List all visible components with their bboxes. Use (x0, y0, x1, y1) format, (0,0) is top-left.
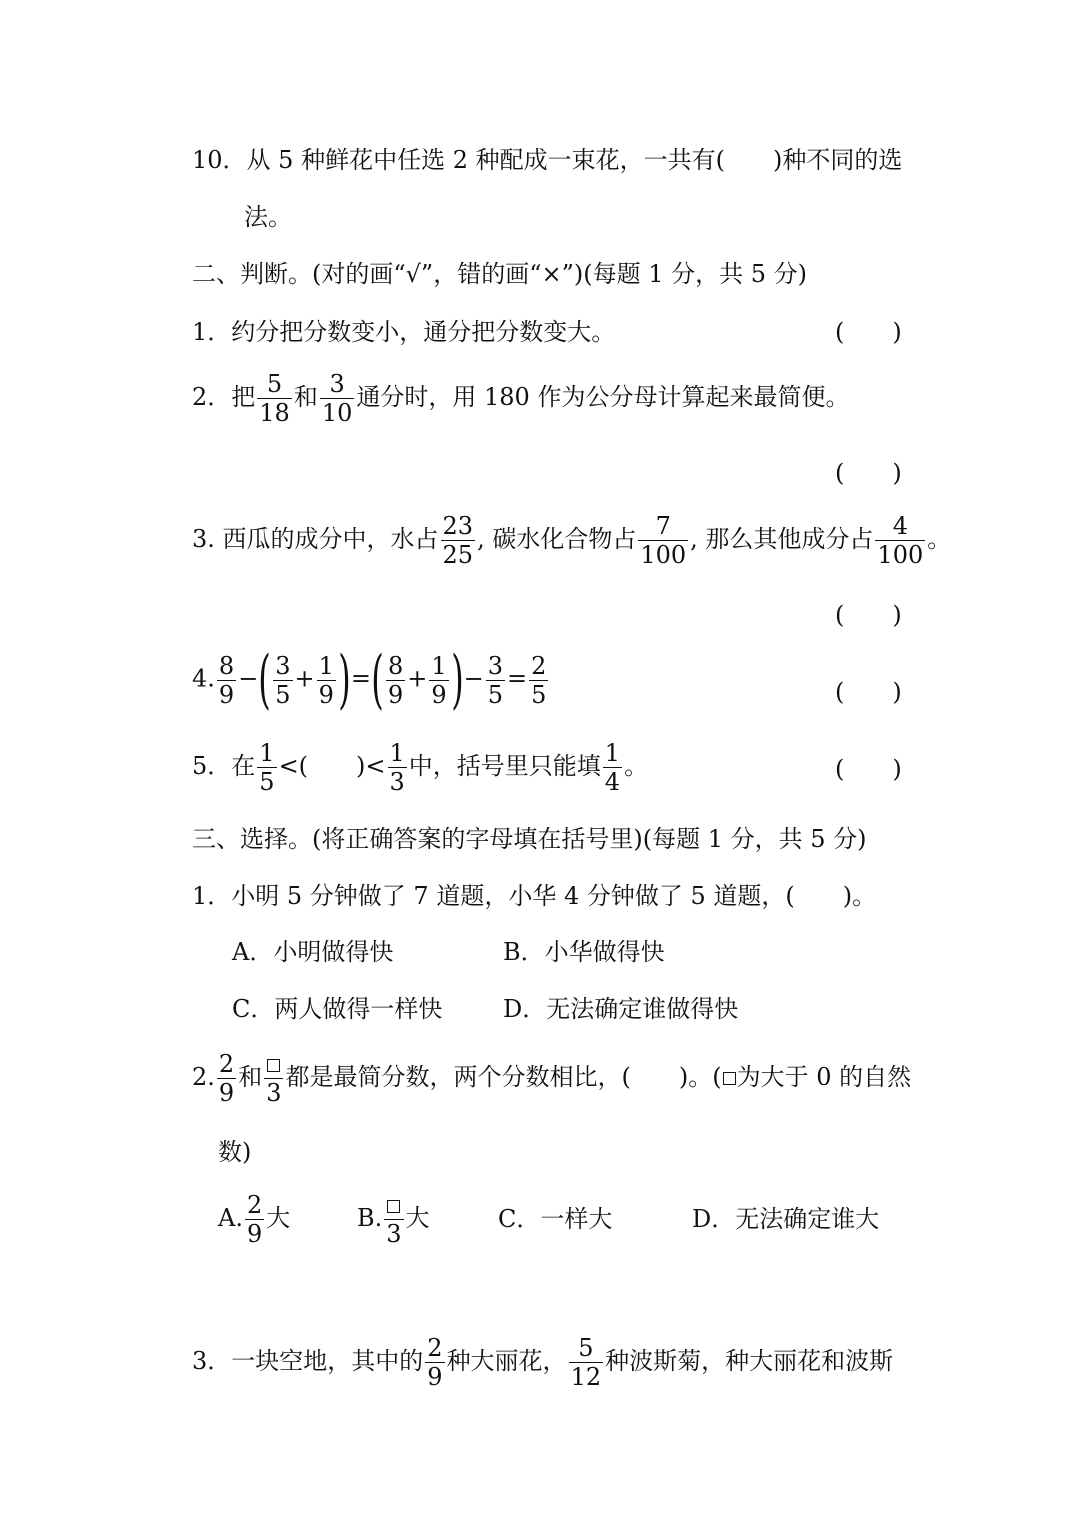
judge-item-5-paren: ( ) (835, 755, 902, 783)
choice-q3 (192, 1336, 893, 1389)
left-paren: ( (371, 643, 384, 717)
judge-item-4-pre: 4. (192, 664, 215, 693)
judge-item-5-mid1: <( )< (278, 752, 386, 780)
choice-q2-line2: 数) (218, 1138, 252, 1166)
judge-item-1: 1．约分把分数变小，通分把分数变大。 (192, 318, 616, 346)
plus-sign: + (294, 664, 315, 693)
judge-item-2-pre: 2．把 (192, 383, 256, 411)
fraction: $\frac{5}{12}$ (570, 1334, 602, 1391)
minus-sign: − (238, 664, 259, 693)
fraction: $\frac{4}{100}$ (877, 512, 924, 569)
fraction: $\frac{2}{5}$ (531, 651, 547, 709)
fraction: $\frac{5}{18}$ (259, 370, 290, 427)
fraction: 3 (264, 1052, 283, 1105)
choice-q2-post2: 为大于 0 的自然 (736, 1063, 912, 1091)
plus-sign: + (407, 664, 428, 693)
judge-item-4-paren: ( ) (835, 678, 902, 706)
left-paren: ( (258, 643, 272, 717)
judge-item-3-mid1: , 碳水化合物占 (477, 525, 637, 553)
fraction: 3 (384, 1193, 403, 1246)
q10-line1: 10．从 5 种鲜花中任选 2 种配成一束花，一共有( )种不同的选 (192, 146, 903, 174)
fraction: $\frac{3}{10}$ (321, 370, 353, 427)
fraction: $\frac{3}{5}$ (487, 651, 504, 709)
judge-item-2-mid: 和 (293, 383, 318, 411)
choice-q2-post1: 都是最简分数，两个分数相比，( )。( (285, 1063, 722, 1091)
q10-line2: 法。 (244, 203, 292, 231)
choice-q1-option-d: D．无法确定谁做得快 (503, 995, 739, 1023)
judge-item-2-paren: ( ) (835, 459, 902, 487)
fraction: $\frac{8}{9}$ (218, 651, 235, 709)
fraction: $\frac{1}{3}$ (389, 739, 405, 796)
choice-q1-option-c: C．两人做得一样快 (232, 995, 443, 1023)
choice-q2-option-c: C．一样大 (498, 1205, 613, 1233)
minus-sign: − (463, 664, 484, 693)
fraction: $\frac{2}{9}$ (218, 1050, 235, 1107)
choice-q3-mid: 种大丽花， (446, 1347, 567, 1375)
fraction: $\frac{7}{100}$ (640, 512, 687, 569)
choice-q2 (192, 1052, 911, 1105)
judge-item-5 (192, 741, 648, 794)
fraction: $\frac{1}{4}$ (604, 739, 621, 796)
equals-sign: = (350, 664, 372, 693)
fraction: $\frac{1}{9}$ (431, 651, 447, 709)
choice-q2-option-b: B. 3 大 (357, 1193, 430, 1246)
fraction: $\frac{8}{9}$ (387, 651, 404, 709)
choice-q2-option-d: D．无法确定谁大 (692, 1205, 880, 1233)
choice-q2-mid: 和 (238, 1063, 263, 1091)
blank-square-icon (723, 1072, 736, 1085)
judge-item-5-mid2: 中，括号里只能填 (408, 752, 601, 780)
fraction: $\frac{1}{9}$ (318, 651, 334, 709)
choice-q2-pre: 2. (192, 1063, 215, 1091)
fraction: $\frac{2}{9}$ (427, 1334, 443, 1391)
choice-q1-option-b: B．小华做得快 (503, 938, 665, 966)
choice-q2-option-a: A. $\frac{2}{9}$ 大 (218, 1191, 291, 1248)
right-paren: ) (450, 643, 464, 717)
choice-q1: 1．小明 5 分钟做了 7 道题，小华 4 分钟做了 5 道题，( )。 (192, 882, 877, 910)
blank-square-icon (267, 1059, 280, 1072)
judge-item-3-post: 。 (927, 525, 952, 553)
judge-item-1-paren: ( ) (835, 318, 902, 346)
fraction: $\frac{23}{25}$ (442, 512, 474, 569)
choice-q3-post: 种波斯菊，种大丽花和波斯 (605, 1347, 894, 1375)
judge-item-3-mid2: , 那么其他成分占 (690, 525, 874, 553)
choice-q1-option-a: A．小明做得快 (232, 938, 394, 966)
fraction: $\frac{2}{9}$ (246, 1191, 263, 1248)
judge-item-3 (192, 514, 951, 567)
section2-title: 二、判断。(对的画“√”，错的画“×”)(每题 1 分，共 5 分) (192, 260, 807, 288)
judge-item-3-pre: 3. 西瓜的成分中，水占 (192, 525, 439, 553)
judge-item-3-paren: ( ) (835, 601, 902, 629)
equals-sign: = (507, 664, 528, 693)
fraction: $\frac{1}{5}$ (259, 739, 275, 796)
judge-item-2-post: 通分时，用 180 作为公分母计算起来最简便。 (356, 383, 850, 411)
section3-title: 三、选择。(将正确答案的字母填在括号里)(每题 1 分，共 5 分) (192, 825, 867, 853)
blank-square-icon (387, 1200, 400, 1213)
right-paren: ) (338, 643, 351, 717)
choice-q3-pre: 3．一块空地，其中的 (192, 1347, 424, 1375)
fraction: $\frac{3}{5}$ (275, 651, 291, 709)
judge-item-4 (192, 643, 550, 717)
judge-item-5-pre: 5．在 (192, 752, 256, 780)
judge-item-5-post: 。 (624, 752, 649, 780)
judge-item-2 (192, 372, 849, 425)
